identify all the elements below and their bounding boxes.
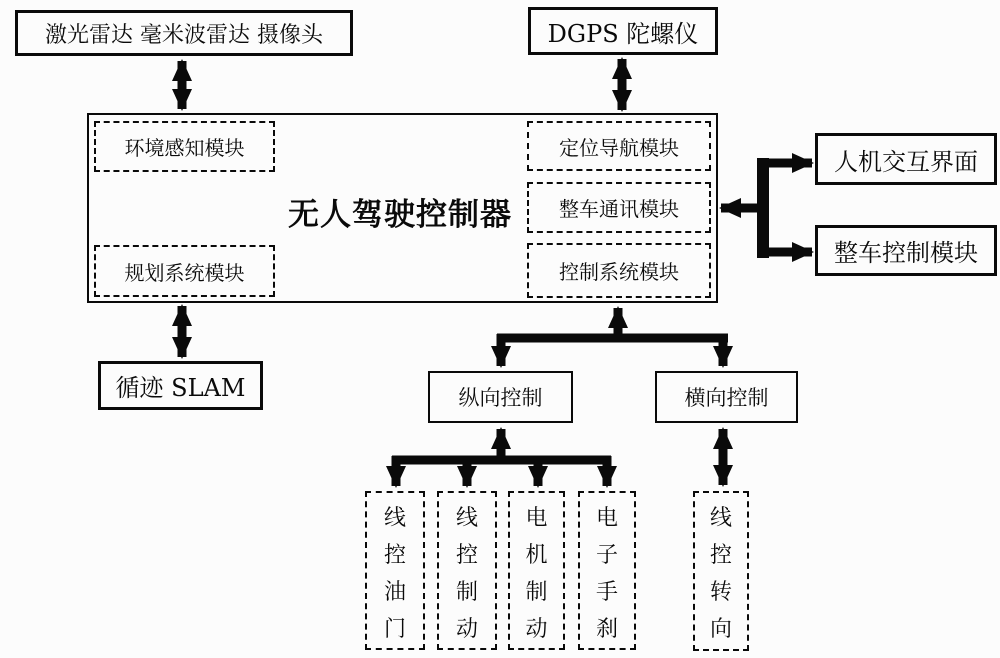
nav-module-box (527, 121, 711, 171)
controller-title: 无人驾驶控制器 (288, 197, 512, 233)
env-module-label: 环境感知模块 (124, 136, 245, 160)
lateral-ctrl-label: 横向控制 (684, 386, 769, 410)
actuator-brake-label: 线控制动 (455, 506, 478, 642)
actuator-throttle-box (365, 491, 425, 650)
actuator-steering-label: 线控转向 (709, 506, 732, 642)
plan-module-box (94, 245, 275, 297)
actuator-throttle-label: 线控油门 (383, 506, 406, 642)
nav-module-label: 定位导航模块 (559, 135, 679, 160)
longitudinal-ctrl-label: 纵向控制 (458, 386, 543, 410)
comm-module-box (527, 182, 711, 233)
ctrl-module-box (527, 243, 711, 298)
actuator-handbrake-box (578, 491, 636, 650)
actuator-brake-box (437, 491, 497, 650)
comm-module-label: 整车通讯模块 (559, 197, 679, 221)
slam-box (98, 361, 263, 410)
ctrl-module-label: 控制系统模块 (559, 260, 679, 284)
actuator-steering-box (693, 491, 749, 651)
longitudinal-ctrl-box (428, 371, 573, 423)
gps-box (528, 7, 718, 55)
vehicle-ctrl-box (815, 225, 997, 276)
env-module-box (94, 121, 275, 172)
actuator-motor-brake-label: 电机制动 (525, 506, 548, 642)
vehicle-ctrl-label: 整车控制模块 (834, 239, 978, 267)
plan-module-label: 规划系统模块 (124, 260, 245, 285)
sensors-box (15, 10, 353, 56)
lateral-ctrl-box (655, 371, 798, 423)
hmi-label: 人机交互界面 (834, 147, 978, 176)
slam-label: 循迹 SLAM (115, 374, 246, 402)
sensors-label: 激光雷达 毫米波雷达 摄像头 (45, 22, 323, 48)
hmi-box (815, 133, 997, 185)
gps-label: DGPS 陀螺仪 (547, 19, 699, 48)
actuator-motor-brake-box (508, 491, 565, 650)
actuator-handbrake-label: 电子手刹 (595, 506, 618, 642)
